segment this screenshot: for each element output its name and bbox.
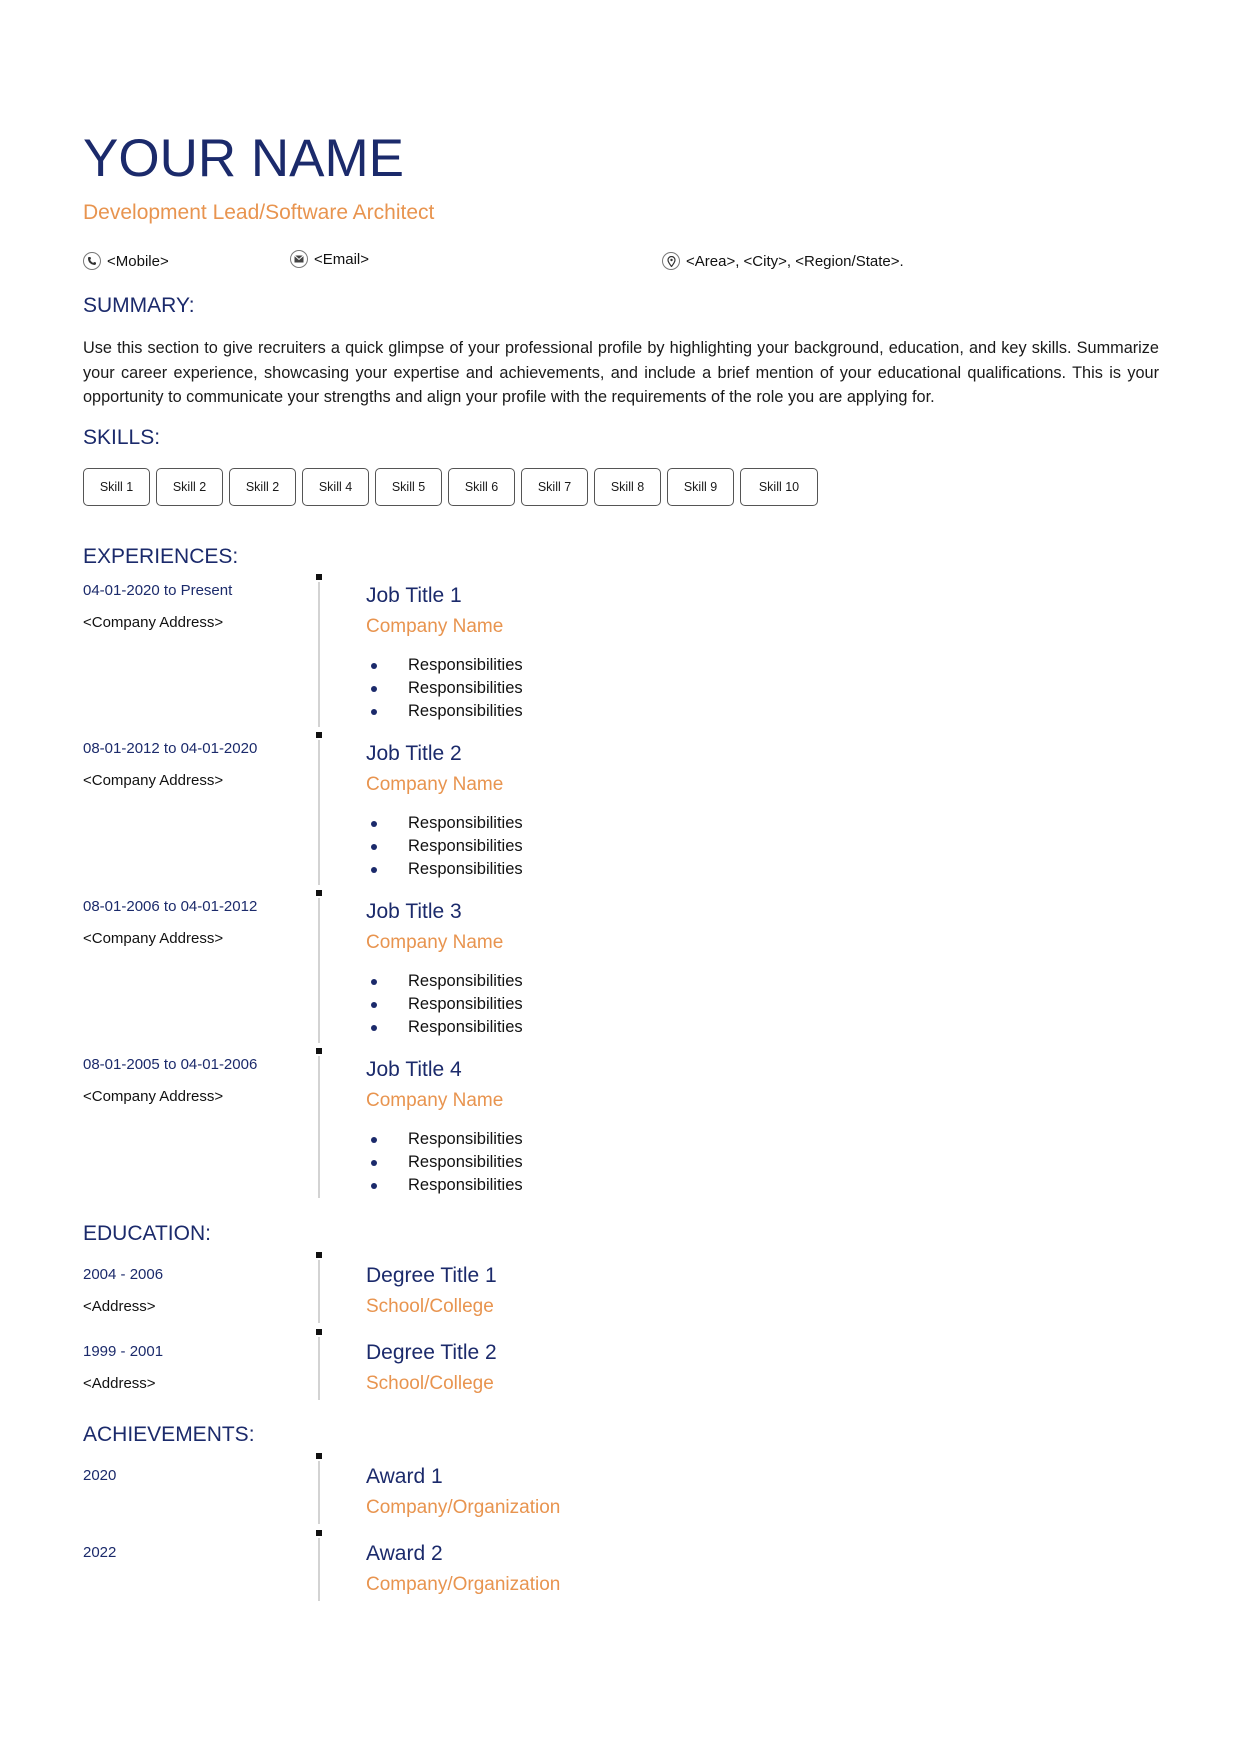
- skill-tag: Skill 2: [229, 468, 296, 506]
- list-item: Responsibilities: [366, 812, 523, 835]
- responsibilities-list: [366, 812, 523, 881]
- summary-heading: SUMMARY:: [83, 294, 195, 317]
- school-name: School/College: [366, 1373, 494, 1394]
- contact-email: [290, 250, 369, 268]
- skill-tag: Skill 4: [302, 468, 369, 506]
- school-name: School/College: [366, 1296, 494, 1317]
- award-organization: Company/Organization: [366, 1497, 561, 1518]
- list-item: Responsibilities: [366, 1174, 523, 1197]
- contact-mobile: [83, 252, 169, 270]
- candidate-name: YOUR NAME: [83, 129, 404, 188]
- experiences-heading: EXPERIENCES:: [83, 545, 239, 568]
- experience-dates: 08-01-2006 to 04-01-2012: [83, 898, 258, 915]
- timeline-marker: [316, 1453, 322, 1459]
- company-name: Company Name: [366, 616, 504, 637]
- skill-tag: Skill 8: [594, 468, 661, 506]
- job-title: Job Title 2: [366, 742, 462, 765]
- degree-title: Degree Title 2: [366, 1341, 497, 1364]
- achievement-year: 2020: [83, 1467, 117, 1484]
- responsibilities-list: [366, 970, 523, 1039]
- skills-list: [83, 468, 818, 506]
- timeline-line: [318, 582, 320, 727]
- list-item: Responsibilities: [366, 654, 523, 677]
- list-item: Responsibilities: [366, 858, 523, 881]
- timeline-marker: [316, 1329, 322, 1335]
- achievement-year: 2022: [83, 1544, 117, 1561]
- list-item: Responsibilities: [366, 677, 523, 700]
- candidate-role: Development Lead/Software Architect: [83, 201, 435, 224]
- timeline-line: [318, 898, 320, 1043]
- timeline-marker: [316, 732, 322, 738]
- timeline-line: [318, 1538, 320, 1601]
- list-item: Responsibilities: [366, 1128, 523, 1151]
- timeline-line: [318, 1337, 320, 1400]
- company-name: Company Name: [366, 774, 504, 795]
- education-heading: EDUCATION:: [83, 1222, 211, 1245]
- list-item: Responsibilities: [366, 700, 523, 723]
- education-years: 2004 - 2006: [83, 1266, 164, 1283]
- skill-tag: Skill 10: [740, 468, 818, 506]
- company-name: Company Name: [366, 1090, 504, 1111]
- timeline-marker: [316, 1530, 322, 1536]
- education-years: 1999 - 2001: [83, 1343, 164, 1360]
- job-title: Job Title 3: [366, 900, 462, 923]
- job-title: Job Title 4: [366, 1058, 462, 1081]
- award-organization: Company/Organization: [366, 1574, 561, 1595]
- mobile-text: <Mobile>: [107, 252, 169, 270]
- education-address: <Address>: [83, 1375, 156, 1392]
- timeline-line: [318, 1260, 320, 1323]
- timeline-line: [318, 740, 320, 885]
- skill-tag: Skill 1: [83, 468, 150, 506]
- experience-address: <Company Address>: [83, 1088, 224, 1105]
- phone-icon: [83, 252, 101, 270]
- experience-dates: 08-01-2005 to 04-01-2006: [83, 1056, 258, 1073]
- skills-heading: SKILLS:: [83, 426, 161, 449]
- list-item: Responsibilities: [366, 835, 523, 858]
- skill-tag: Skill 9: [667, 468, 734, 506]
- degree-title: Degree Title 1: [366, 1264, 497, 1287]
- summary-text: Use this section to give recruiters a quick glimpse of your professional profile by highlighting your background, education, and key skills. Summarize your career experience, showcasing your expertise and achievements, and include a brief mention of your educational qualifications. This is your opportunity to communicate your strengths and align your profile with the requirements of the role you are applying for.: [83, 339, 1159, 407]
- list-item: Responsibilities: [366, 1016, 523, 1039]
- responsibilities-list: [366, 654, 523, 723]
- achievements-heading: ACHIEVEMENTS:: [83, 1423, 255, 1446]
- email-text: <Email>: [314, 250, 370, 268]
- timeline-marker: [316, 1252, 322, 1258]
- timeline-marker: [316, 574, 322, 580]
- award-title: Award 2: [366, 1542, 443, 1565]
- experience-dates: 08-01-2012 to 04-01-2020: [83, 740, 258, 757]
- job-title: Job Title 1: [366, 584, 462, 607]
- experience-address: <Company Address>: [83, 930, 224, 947]
- experience-address: <Company Address>: [83, 772, 224, 789]
- education-address: <Address>: [83, 1298, 156, 1315]
- award-title: Award 1: [366, 1465, 443, 1488]
- company-name: Company Name: [366, 932, 504, 953]
- timeline-line: [318, 1461, 320, 1524]
- experience-dates: 04-01-2020 to Present: [83, 582, 233, 599]
- skill-tag: Skill 5: [375, 468, 442, 506]
- responsibilities-list: [366, 1128, 523, 1197]
- location-pin-icon: [662, 252, 680, 270]
- timeline-marker: [316, 890, 322, 896]
- location-text: <Area>, <City>, <Region/State>.: [686, 252, 904, 270]
- skill-tag: Skill 2: [156, 468, 223, 506]
- list-item: Responsibilities: [366, 993, 523, 1016]
- skill-tag: Skill 7: [521, 468, 588, 506]
- timeline-marker: [316, 1048, 322, 1054]
- contact-location: [662, 252, 904, 270]
- list-item: Responsibilities: [366, 970, 523, 993]
- experience-address: <Company Address>: [83, 614, 224, 631]
- skill-tag: Skill 6: [448, 468, 515, 506]
- list-item: Responsibilities: [366, 1151, 523, 1174]
- email-icon: [290, 250, 308, 268]
- timeline-line: [318, 1056, 320, 1198]
